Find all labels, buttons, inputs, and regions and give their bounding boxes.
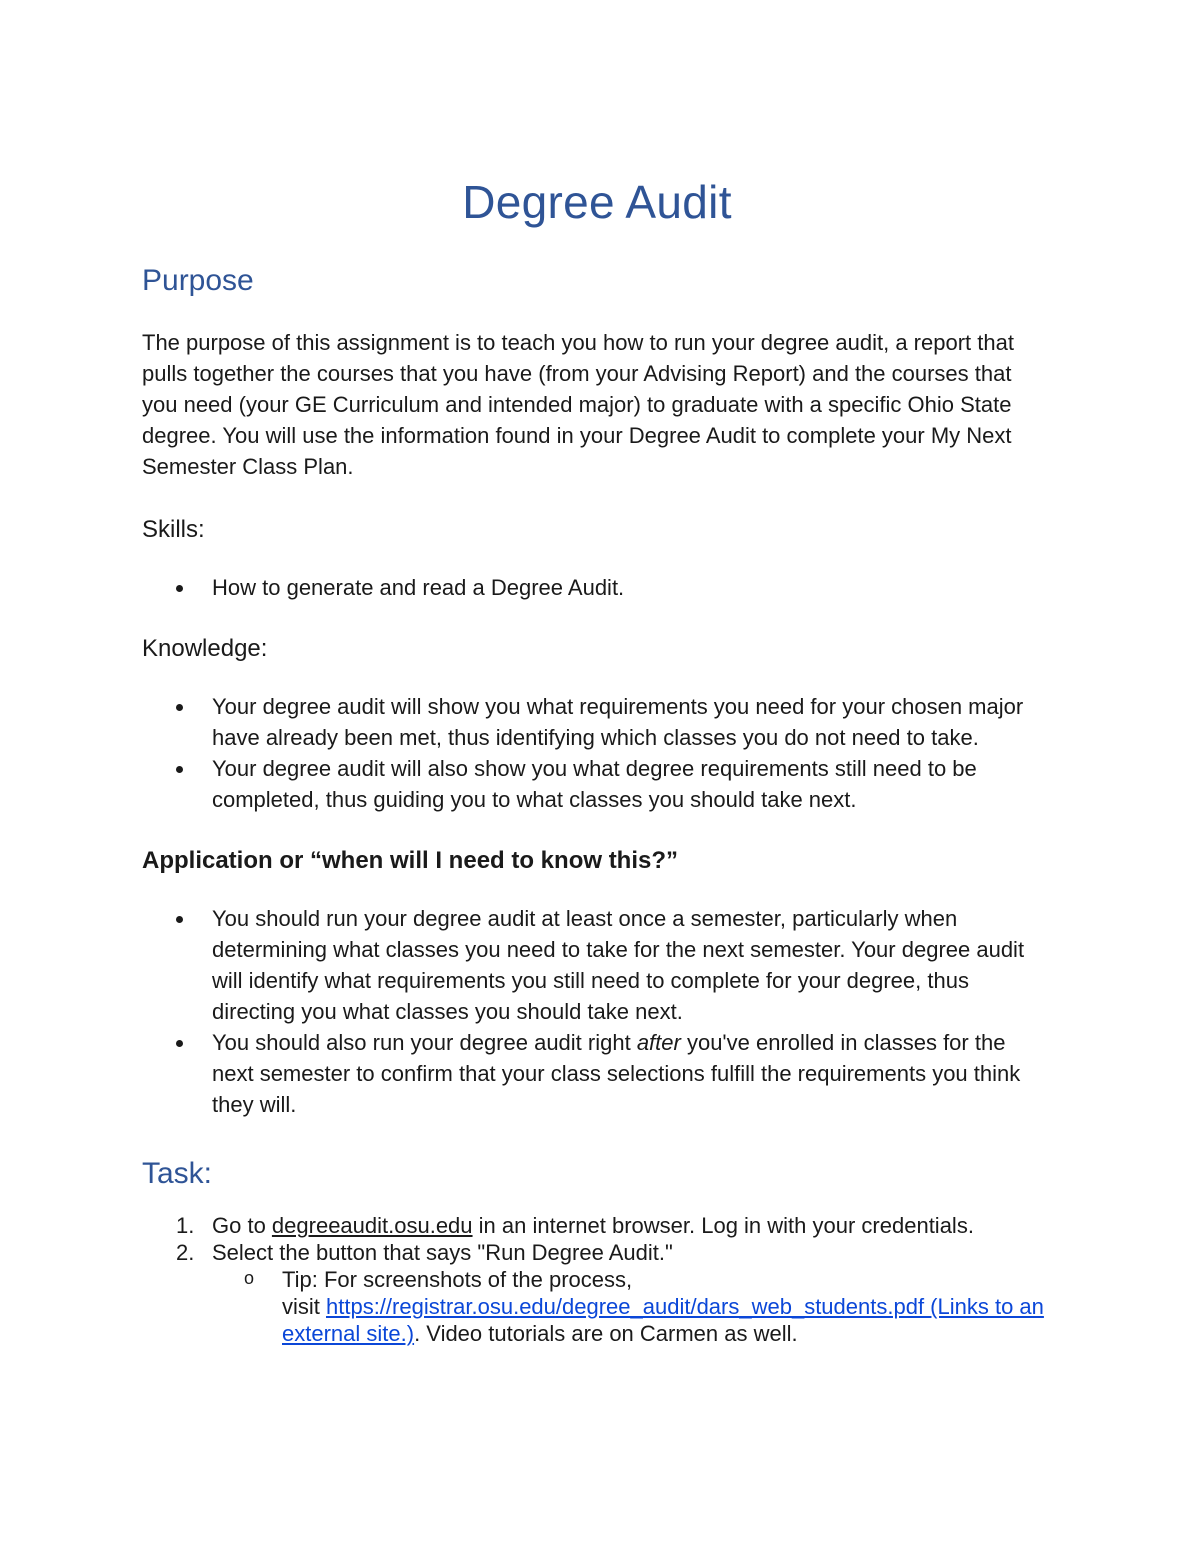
tip-text: Tip: For screenshots of the process, bbox=[282, 1267, 633, 1292]
knowledge-list bbox=[142, 691, 1052, 815]
list-item bbox=[142, 1027, 1052, 1120]
degreeaudit-link[interactable]: degreeaudit.osu.edu bbox=[271, 1213, 473, 1238]
tip-text-end: . Video tutorials are on Carmen as well. bbox=[414, 1321, 798, 1346]
bullet-icon bbox=[176, 916, 183, 923]
skills-list bbox=[142, 572, 1052, 603]
task-step-2 bbox=[142, 1239, 1052, 1266]
application-item-text-start: You should also run your degree audit right bbox=[212, 1030, 637, 1055]
step-text-start: Go to bbox=[212, 1213, 272, 1238]
step-text: Select the button that says "Run Degree Audit." bbox=[212, 1240, 673, 1265]
application-heading: Application or “when will I need to know this?” bbox=[142, 847, 679, 874]
step-number: 1. bbox=[176, 1213, 195, 1238]
list-item bbox=[142, 572, 1052, 603]
tip-item bbox=[142, 1266, 1052, 1347]
list-item bbox=[142, 691, 1052, 753]
list-item bbox=[142, 903, 1052, 1027]
document-title: Degree Audit bbox=[462, 176, 732, 228]
list-item bbox=[142, 753, 1052, 815]
tip-visit-text: visit bbox=[282, 1294, 326, 1319]
task-list bbox=[142, 1212, 1052, 1266]
application-list bbox=[142, 903, 1052, 1120]
task-heading: Task: bbox=[142, 1157, 213, 1190]
document-content bbox=[142, 170, 1052, 1347]
step-text-end: in an internet browser. Log in with your credentials. bbox=[472, 1213, 974, 1238]
application-item-text: You should run your degree audit at least once a semester, particularly when determining what classes you need to take for the next semester. Your degree audit will identify what requirements you still need to complete for your degree, thus directing you what classes you should take next. bbox=[212, 906, 1025, 1024]
knowledge-item-text: Your degree audit will also show you what degree requirements still need to be completed, thus guiding you to what classes you should take next. bbox=[212, 756, 977, 812]
bullet-icon bbox=[176, 704, 183, 711]
step-number: 2. bbox=[176, 1240, 195, 1265]
bullet-icon bbox=[176, 585, 183, 592]
sub-bullet-icon: o bbox=[244, 1268, 255, 1288]
skills-heading: Skills: bbox=[142, 516, 205, 543]
bullet-icon bbox=[176, 1040, 183, 1047]
task-step-1 bbox=[142, 1212, 1052, 1239]
skills-item-text: How to generate and read a Degree Audit. bbox=[212, 575, 625, 600]
purpose-heading: Purpose bbox=[142, 264, 254, 297]
knowledge-item-text: Your degree audit will show you what requirements you need for your chosen major have already been met, thus identifying which classes you do not need to take. bbox=[212, 694, 1024, 750]
registrar-pdf-link[interactable]: https://registrar.osu.edu/degree_audit/dars_web_students.pdf (Links to an external site.) bbox=[282, 1294, 1044, 1346]
bullet-icon bbox=[176, 766, 183, 773]
knowledge-heading: Knowledge: bbox=[142, 635, 268, 662]
emphasis-after: after bbox=[636, 1030, 681, 1055]
purpose-paragraph: The purpose of this assignment is to teach you how to run your degree audit, a report that pulls together the courses that you have (from your Advising Report) and the courses that you need (your GE Curriculum and intended major) to graduate with a specific Ohio State degree. You will use the information found in your Degree Audit to complete your My Next Semester Class Plan. bbox=[142, 330, 1014, 479]
application-item-text-end: you've enrolled in classes for the next semester to confirm that your class selections fulfill the requirements you think they will. bbox=[212, 1030, 1021, 1117]
